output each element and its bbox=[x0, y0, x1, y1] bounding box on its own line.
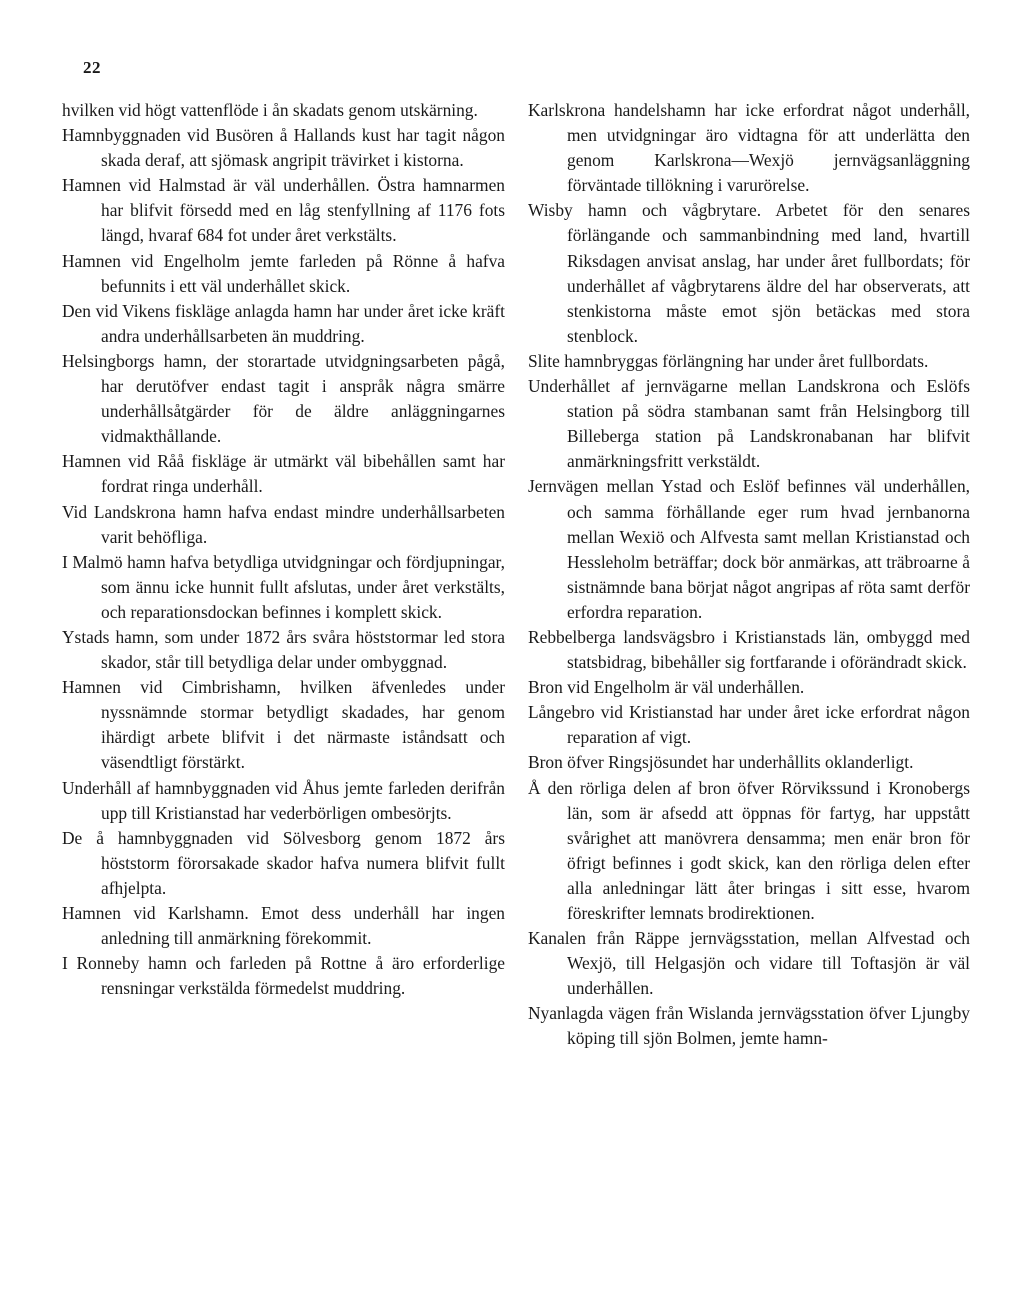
paragraph: Underhåll af hamnbyggnaden vid Åhus jemte farleden derifrån upp till Kristianstad har vederbörligen ombesörjts. bbox=[62, 777, 505, 823]
paragraph: Hamnen vid Engelholm jemte farleden på Rönne å hafva befunnits i ett väl underhållet skick. bbox=[62, 250, 505, 296]
paragraph: Långebro vid Kristianstad har under året icke erfordrat någon reparation af vigt. bbox=[528, 702, 970, 748]
paragraph: Helsingborgs hamn, der storartade utvidgningsarbeten pågå, har derutöfver endast tagit i anspråk några smärre underhållsåtgärder för de äldre anläggningarnes vidmakthållande. bbox=[62, 350, 505, 447]
paragraph: Hamnen vid Cimbrishamn, hvilken äfvenledes under nyssnämnde stormar betydligt skadades, har genom ihärdigt arbete blifvit i det närmaste iståndsatt och väsendtligt förstärkt. bbox=[62, 677, 505, 773]
right-column bbox=[528, 98, 970, 1052]
paragraph: Hamnen vid Halmstad är väl underhållen. Östra hamnarmen har blifvit försedd med en låg stenfyllning af 1176 fots längd, hvaraf 684 fot under året verkstälts. bbox=[62, 175, 505, 246]
paragraph: Bron öfver Ringsjösundet har underhållits oklanderligt. bbox=[528, 752, 914, 773]
paragraph: Kanalen från Räppe jernvägsstation, mellan Alfvestad och Wexjö, till Helgasjön och vidare till Toftasjön är väl underhållen. bbox=[528, 928, 970, 999]
paragraph: Underhållet af jernvägarne mellan Landskrona och Eslöfs station på södra stambanan samt från Helsingborg till Billeberga station på Landskronabanan har blifvit anmärkningsfritt verkstäldt. bbox=[528, 376, 970, 472]
paragraph: Hamnbyggnaden vid Busören å Hallands kust har tagit någon skada deraf, att sjömask angripit trävirket i kistorna. bbox=[62, 125, 505, 171]
paragraph: Den vid Vikens fiskläge anlagda hamn har under året icke kräft andra underhållsarbeten än muddring. bbox=[62, 300, 505, 346]
paragraph: Karlskrona handelshamn har icke erfordrat något underhåll, men utvidgningar äro vidtagna för att underlätta den genom Karlskrona—Wexjö jernvägsanläggning förväntade tillökning i varurörelse. bbox=[528, 100, 970, 196]
paragraph: I Ronneby hamn och farleden på Rottne å äro erforderlige rensningar verkstälda förmedelst muddring. bbox=[62, 953, 505, 999]
paragraph: Ystads hamn, som under 1872 års svåra höststormar led stora skador, står till betydliga delar under ombyggnad. bbox=[62, 626, 505, 673]
paragraph: Bron vid Engelholm är väl underhållen. bbox=[528, 677, 805, 698]
left-column bbox=[62, 98, 505, 1001]
paragraph: Hamnen vid Råå fiskläge är utmärkt väl bibehållen samt har fordrat ringa underhåll. bbox=[62, 451, 505, 497]
paragraph: Jernvägen mellan Ystad och Eslöf befinnes väl underhållen, och samma förhållande eger rum hvad jernbanorna mellan Wexiö och Alfvesta samt mellan Kristianstad och Hessleholm beträffar; dock bör anmärkas, att träbroarne å sistnämnde bana börjat något angripas af röta samt derför erfordra reparation. bbox=[528, 476, 970, 622]
paragraph: hvilken vid högt vattenflöde i ån skadats genom utskärning. bbox=[62, 100, 478, 120]
page-number: 22 bbox=[83, 58, 101, 77]
paragraph: De å hamnbyggnaden vid Sölvesborg genom 1872 års höststorm förorsakade skador hafva numera blifvit fullt afhjelpta. bbox=[62, 827, 505, 898]
paragraph: Nyanlagda vägen från Wislanda jernvägsstation öfver Ljungby köping till sjön Bolmen, jemte hamn- bbox=[528, 1003, 970, 1049]
paragraph: Rebbelberga landsvägsbro i Kristianstads län, ombyggd med statsbidrag, bibehåller sig fortfarande i oförändradt skick. bbox=[528, 626, 970, 673]
paragraph: I Malmö hamn hafva betydliga utvidgningar och fördjupningar, som ännu icke hunnit fullt afslutas, under året verkstälts, och reparationsdockan befinnes i komplett skick. bbox=[62, 551, 505, 622]
paragraph: Hamnen vid Karlshamn. Emot dess underhåll har ingen anledning till anmärkning förekommit. bbox=[62, 903, 505, 949]
paragraph: Wisby hamn och vågbrytare. Arbetet för den senares förlängande och sammanbindning med land, hvartill Riksdagen anvisat anslag, har under året fullbordats; för underhållet af vågbrytarens äldre del har observerats, att stenkistorna måste emot sjön betäckas med stora stenblock. bbox=[528, 200, 970, 346]
paragraph: Slite hamnbryggas förlängning har under året fullbordats. bbox=[528, 350, 929, 371]
paragraph: Vid Landskrona hamn hafva endast mindre underhållsarbeten varit behöfliga. bbox=[62, 501, 505, 547]
paragraph: Å den rörliga delen af bron öfver Rörvikssund i Kronobergs län, som är afsedd att öppnas för fartyg, har uppstått svårighet att manövrera densamma; men enär bron för öfrigt befinnes i godt skick, kan den rörliga delen efter alla anledningar lätt åter bringas i sitt esse, hvarom föreskrifter lemnats brodirektionen. bbox=[528, 777, 970, 923]
